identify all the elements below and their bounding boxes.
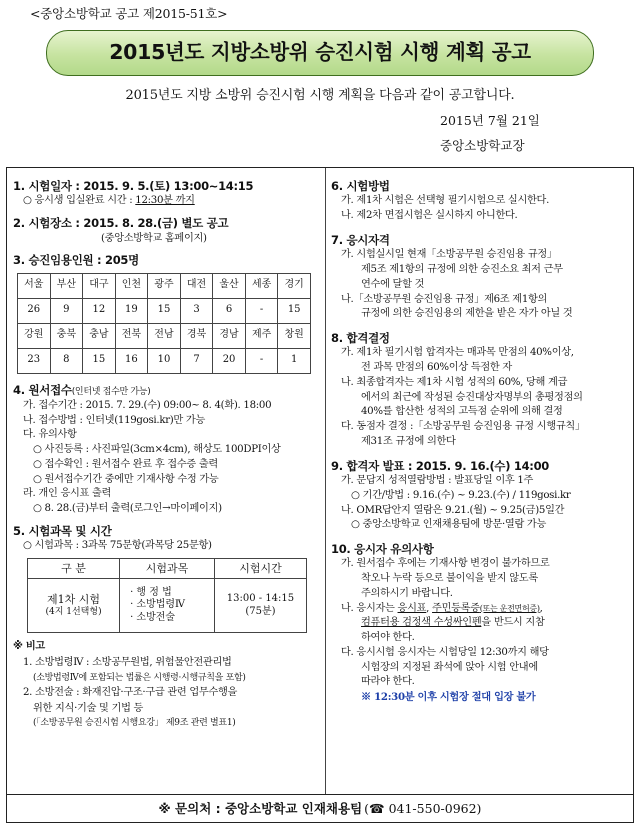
announce-2: 나. OMR답안지 열람은 9.21.(월) ~ 9.25(금)5일간 — [341, 504, 565, 516]
quota-table — [17, 273, 311, 374]
column-divider — [325, 168, 326, 794]
application-period-key: 가. — [23, 399, 39, 411]
pass-2b: 에서의 최근에 작성된 승진대상자명부의 총평정점의 — [361, 391, 583, 403]
caution-2-id: 주민등록증 — [432, 602, 480, 614]
quota-cell: 세종 — [245, 273, 278, 298]
section-application — [13, 383, 317, 398]
subjects-summary: ○ 시험과목 : 3과목 75문항(과목당 25문항) — [23, 540, 212, 552]
quota-cell: 울산 — [213, 273, 246, 298]
pass-1a: 가. 제1차 필기시험 합격자는 매과목 만점의 40%이상, — [341, 347, 574, 359]
subjects-list — [120, 579, 215, 633]
quota-cell: 23 — [18, 348, 51, 373]
caution-3b: 시험장의 지정된 좌석에 앉아 시험 안내에 — [361, 661, 538, 673]
contact-label: ※ 문의처 : 중앙소방학교 인재채용팀 — [158, 801, 363, 817]
section-cautions: 10. 응시자 유의사항 — [331, 542, 434, 556]
quota-cell: 15 — [278, 298, 311, 323]
method-2: 나. 제2차 면접시험은 실시하지 아니한다. — [341, 210, 518, 222]
issuer: 중앙소방학교장 — [440, 138, 525, 153]
page-title: 2015년도 지방소방위 승진시험 시행 계획 공고 — [109, 40, 531, 65]
quota-cell: 부산 — [50, 273, 83, 298]
quota-cell: 9 — [50, 298, 83, 323]
application-period-value: 접수기간 : 2015. 7. 29.(수) 09:00~ 8. 4(화). 18:00 — [38, 399, 272, 411]
caution-2a — [331, 603, 627, 616]
application-method-key: 나. — [23, 414, 39, 426]
subjects-th-category: 구 분 — [28, 559, 120, 579]
eligibility-1c: 연수에 달할 것 — [361, 278, 425, 290]
quota-cell: 19 — [115, 298, 148, 323]
quota-row — [18, 323, 311, 348]
caution-2-sep: , — [426, 602, 433, 614]
pass-2c: 40%를 합산한 성적의 고득점 순위에 의해 결정 — [361, 406, 563, 418]
quota-cell: 10 — [148, 348, 181, 373]
subjects-row-name — [28, 579, 120, 633]
caution-2-end: , — [539, 602, 543, 614]
pass-1b: 전 과목 만점의 60%이상 득점한 자 — [361, 362, 512, 374]
caution-2-prefix: 나. 응시자는 — [341, 602, 398, 614]
quota-cell: 6 — [213, 298, 246, 323]
quota-cell: 15 — [148, 298, 181, 323]
note-1: 1. 소방법령Ⅳ : 소방공무원법, 위험물안전관리법 — [23, 656, 232, 668]
application-cautions: 다. 유의사항 — [23, 429, 77, 441]
note-1-detail: (소방법령Ⅳ에 포함되는 법률은 시행령·시행규칙을 포함) — [33, 672, 246, 683]
exam-place-note: (중앙소방학교 홈페이지) — [101, 232, 207, 244]
caution-1a: 가. 원서접수 후에는 기재사항 변경이 불가하므로 — [341, 558, 550, 570]
quota-cell: 16 — [115, 348, 148, 373]
subject-item: · 행 정 법 — [130, 586, 172, 598]
caution-1b: 착오나 누락 등으로 불이익을 받지 않도록 — [361, 573, 538, 585]
caution-3c: 따라야 한다. — [361, 676, 415, 688]
quota-cell: - — [245, 298, 278, 323]
caution-2-id-alt: (또는 운전면허증) — [479, 603, 540, 613]
quota-cell: 12 — [83, 298, 116, 323]
content-frame — [6, 167, 634, 823]
entry-deadline-value: 12:30분 까지 — [135, 195, 195, 207]
application-title-note: (인터넷 접수만 가능) — [71, 386, 151, 397]
subjects-table — [27, 558, 307, 633]
quota-cell: 인천 — [115, 273, 148, 298]
quota-cell: 서울 — [18, 273, 51, 298]
quota-row — [18, 273, 311, 298]
quota-cell: 창원 — [278, 323, 311, 348]
caution-2b — [331, 617, 627, 630]
quota-cell: 3 — [180, 298, 213, 323]
entry-deadline-label: ○ 응시생 입실완료 시간 : — [23, 195, 136, 207]
notes-title: ※ 비고 — [13, 641, 45, 652]
pass-3b: 제31조 규정에 의한다 — [361, 435, 456, 447]
section-eligibility: 7. 응시자격 — [331, 232, 390, 247]
section-method: 6. 시험방법 — [331, 179, 390, 193]
quota-cell: 제주 — [245, 323, 278, 348]
exam-stage: 제1차 시험 — [47, 593, 101, 606]
caution-2-ticket: 응시표 — [397, 602, 427, 614]
application-method — [13, 415, 317, 428]
quota-cell: 1 — [278, 348, 311, 373]
subject-item: · 소방법령Ⅳ — [130, 599, 186, 611]
announce-2-detail: ○ 중앙소방학교 인재채용팀에 방문·열람 가능 — [351, 519, 547, 531]
quota-cell: 충남 — [83, 323, 116, 348]
exam-format: (4지 1선택형) — [45, 606, 102, 617]
eligibility-2a: 나.「소방공무원 승진임용 규정」제6조 제1항의 — [341, 293, 548, 305]
section-exam-place: 2. 시험장소 : 2015. 8. 28.(금) 별도 공고 — [13, 216, 229, 231]
quota-cell: 전남 — [148, 323, 181, 348]
late-entry-warning: ※ 12:30분 이후 시험장 절대 입장 불가 — [361, 691, 536, 704]
eligibility-2b: 규정에 의한 승진임용의 제한을 받은 자가 아닐 것 — [361, 308, 573, 320]
subjects-th-subjects: 시험과목 — [120, 559, 215, 579]
right-column — [331, 174, 627, 704]
exam-time: 13:00 - 14:15 — [226, 593, 295, 604]
caution-1c: 주의하시기 바랍니다. — [361, 587, 453, 599]
section-exam-date: 1. 시험일자 : 2015. 9. 5.(토) 13:00~14:15 — [13, 179, 254, 193]
quota-cell: 20 — [213, 348, 246, 373]
subject-item: · 소방전술 — [130, 611, 176, 623]
method-1: 가. 제1차 시험은 선택형 필기시험으로 실시한다. — [341, 195, 550, 207]
quota-cell: 경북 — [180, 323, 213, 348]
caution-2-pen: 컴퓨터용 검정색 수성싸인펜 — [361, 617, 482, 629]
admission-ticket-date: ○ 8. 28.(금)부터 출력(로그인→마이페이지) — [33, 503, 222, 515]
caution-3a: 다. 응시시험 응시자는 시험당일 12:30까지 해당 — [341, 646, 549, 658]
caution-photo: ○ 사진등록 : 사진파일(3cm×4cm), 해상도 100DPI이상 — [33, 444, 281, 456]
quota-cell: 광주 — [148, 273, 181, 298]
quota-cell: 강원 — [18, 323, 51, 348]
section-pass-criteria: 8. 합격결정 — [331, 331, 390, 345]
caution-2c: 하여야 한다. — [361, 632, 415, 644]
quota-cell: 7 — [180, 348, 213, 373]
section-subjects: 5. 시험과목 및 시간 — [13, 523, 112, 538]
eligibility-1a: 가. 시험실시일 현재「소방공무원 승진임용 규정」 — [341, 249, 557, 261]
quota-cell: 충북 — [50, 323, 83, 348]
note-2-reference: (「소방공무원 승진시험 시행요강」 제9조 관련 별표1) — [33, 718, 236, 729]
application-period — [13, 400, 317, 413]
quota-cell: 경기 — [278, 273, 311, 298]
announce-1-detail: ○ 기간/방법 : 9.16.(수) ~ 9.23.(수) / 119gosi.kr — [351, 489, 571, 501]
caution-receipt: ○ 접수확인 : 원서접수 완료 후 접수증 출력 — [33, 458, 218, 470]
notice-date: 2015년 7월 21일 — [440, 113, 540, 128]
quota-row — [18, 298, 311, 323]
entry-deadline — [13, 195, 317, 208]
quota-cell: 26 — [18, 298, 51, 323]
lead-sentence: 2015년도 지방 소방위 승진시험 시행 계획을 다음과 같이 공고합니다. — [125, 88, 515, 103]
contact-phone: (☎ 041-550-0962) — [364, 801, 482, 817]
quota-cell: 15 — [83, 348, 116, 373]
quota-cell: 전북 — [115, 323, 148, 348]
section-announcement: 9. 합격자 발표 : 2015. 9. 16.(수) 14:00 — [331, 458, 549, 473]
caution-2-rest: 을 반드시 지참 — [481, 617, 545, 629]
pass-2a: 나. 최종합격자는 제1차 시험 성적의 60%, 당해 계급 — [341, 376, 568, 388]
quota-cell: 대구 — [83, 273, 116, 298]
quota-cell: 8 — [50, 348, 83, 373]
announce-1: 가. 문답지 성적열람방법 : 발표당일 이후 1주 — [341, 475, 534, 486]
application-method-value: 접수방법 : 인터넷(119gosi.kr)만 가능 — [38, 414, 205, 426]
subjects-time — [214, 579, 306, 633]
caution-edit: ○ 원서접수기간 중에만 기재사항 수정 가능 — [33, 473, 219, 485]
left-column — [13, 174, 317, 730]
note-2: 2. 소방전술 : 화재진압·구조·구급 관련 업무수행을 — [23, 686, 238, 698]
title-banner — [46, 30, 594, 76]
admission-ticket-title: 라. 개인 응시표 출력 — [23, 488, 112, 500]
pass-3a: 다. 동점자 결정 :「소방공무원 승진임용 규정 시행규칙」 — [341, 421, 585, 433]
eligibility-1b: 제5조 제1항의 규정에 의한 승진소요 최저 근무 — [361, 264, 563, 275]
section-quota: 3. 승진임용인원 : 205명 — [13, 253, 139, 268]
notice-number: <중앙소방학교 공고 제2015-51호> — [30, 6, 228, 21]
contact-footer — [7, 794, 633, 823]
quota-cell: - — [245, 348, 278, 373]
quota-cell: 경남 — [213, 323, 246, 348]
quota-cell: 대전 — [180, 273, 213, 298]
application-title: 4. 원서접수 — [13, 382, 72, 397]
subjects-th-time: 시험시간 — [214, 559, 306, 579]
quota-row — [18, 348, 311, 373]
exam-duration: (75분) — [245, 605, 276, 617]
note-2-detail: 위한 지식·기술 및 기법 등 — [33, 702, 144, 714]
